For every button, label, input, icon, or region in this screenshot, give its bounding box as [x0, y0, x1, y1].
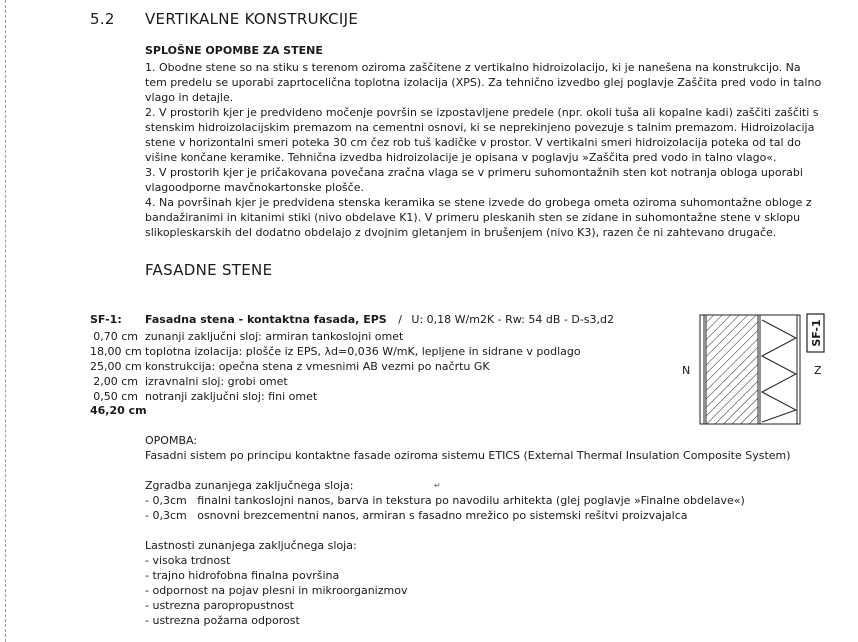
general-note-3: 3. V prostorih kjer je pričakovana povečana zračna vlaga se v primeru suhomontažnih sten kot notranja obloga uporabi vlagoodporne mavčnokartonske plošče. [145, 166, 803, 194]
layer-thickness: 0,70 cm [93, 330, 138, 343]
build-item: - 0,3cm osnovni brezcementni nanos, armiran s fasadno mrežico po sistemski rešitvi proizvajalca [145, 509, 688, 522]
wall-type-properties: U: 0,18 W/m2K - Rw: 54 dB - D-s3,d2 [411, 313, 615, 326]
wall-type-title [145, 313, 614, 326]
facade-section-title: FASADNE STENE [145, 261, 273, 279]
property-item: - ustrezna paropropustnost [145, 599, 294, 612]
diagram-tag: SF-1 [810, 319, 823, 347]
note-heading: OPOMBA: [145, 434, 198, 447]
diagram-right-label: Z [814, 364, 822, 377]
general-note-1: 1. Obodne stene so na stiku s terenom oziroma zaščitene z vertikalno hidroizolacijo, ki je nanešena na konstrukcijo. Na tem predelu se uporabi zaprtocelična toplotna izolacija (XPS). Za tehnično izvedbo glej poglavje Zaščita pred vodo in talno vlago in detajle. [145, 61, 822, 104]
layer-thickness: 25,00 cm [90, 360, 142, 373]
layer-description: konstrukcija: opečna stena z vmesnimi AB vezmi po načrtu GK [145, 360, 490, 373]
build-heading: Zgradba zunanjega zaključnega sloja: [145, 479, 354, 492]
property-item: - odpornost na pojav plesni in mikroorganizmov [145, 584, 408, 597]
layer-description: notranji zaključni sloj: fini omet [145, 390, 318, 403]
layer-description: izravnalni sloj: grobi omet [145, 375, 288, 388]
layer-thickness: 18,00 cm [90, 345, 142, 358]
general-notes-heading: SPLOŠNE OPOMBE ZA STENE [145, 44, 323, 57]
layer-description: zunanji zaključni sloj: armiran tankoslojni omet [145, 330, 404, 343]
layer-thickness: 0,50 cm [93, 390, 138, 403]
masonry-hatch [706, 315, 758, 424]
general-note-2: 2. V prostorih kjer je predvideno močenje površin se izpostavljene predele (npr. okoli tuša ali kopalne kadi) zaščiti zaščiti s stenskim hidroizolacijskim premazom na cementni osnovi, ki se neprekinjeno povezuje s talnim premazom. Hidroizolacija stene v horizontalni smeri poteka 30 cm čez rob tuš kadičke v prostor. V vertikalni smeri hidroizolacija poteka od tal do višine končane keramike. Tehnična izvedba hidroizolacije je opisana v poglavju »Zaščita pred vodo in talno vlago«. [145, 106, 819, 164]
build-item: - 0,3cm finalni tankoslojni nanos, barva in tekstura po navodilu arhitekta (glej poglavje »Finalne obdelave«) [145, 494, 745, 507]
section-title: VERTIKALNE KONSTRUKCIJE [145, 10, 359, 28]
general-note-4: 4. Na površinah kjer je predvidena stenska keramika se stene izvede do grobega ometa oziroma suhomontažne obloge z bandažiranimi in kitanimi stiki (nivo obdelave K1). V primeru pleskanih sten se zidane in suhomontažne stene v sklopu slikopleskarskih del dodatno obdelajo z dvojnim gletanjem in brušenjem (nivo K3), razen če ni zahtevano drugače. [145, 196, 812, 239]
total-thickness: 46,20 cm [90, 404, 147, 417]
wall-type-name: Fasadna stena - kontaktna fasada, EPS [145, 313, 387, 326]
section-number: 5.2 [90, 10, 115, 28]
layer-thickness: 2,00 cm [93, 375, 138, 388]
layer-description: toplotna izolacija: plošče iz EPS, λd=0,036 W/mK, lepljene in sidrane v podlago [145, 345, 581, 358]
diagram-left-label: N [682, 364, 691, 377]
wall-type-code: SF-1: [90, 313, 122, 326]
properties-heading: Lastnosti zunanjega zaključnega sloja: [145, 539, 357, 552]
wall-section-diagram [676, 310, 836, 430]
property-item: - ustrezna požarna odporost [145, 614, 300, 627]
property-item: - trajno hidrofobna finalna površina [145, 569, 340, 582]
note-text: Fasadni sistem po principu kontaktne fasade oziroma sistemu ETICS (External Thermal Insulation Composite System) [145, 449, 791, 462]
title-separator: / [398, 313, 402, 326]
page-margin-rule [5, 0, 6, 642]
anchor-mark-icon: ↵ [434, 481, 441, 490]
property-item: - visoka trdnost [145, 554, 231, 567]
